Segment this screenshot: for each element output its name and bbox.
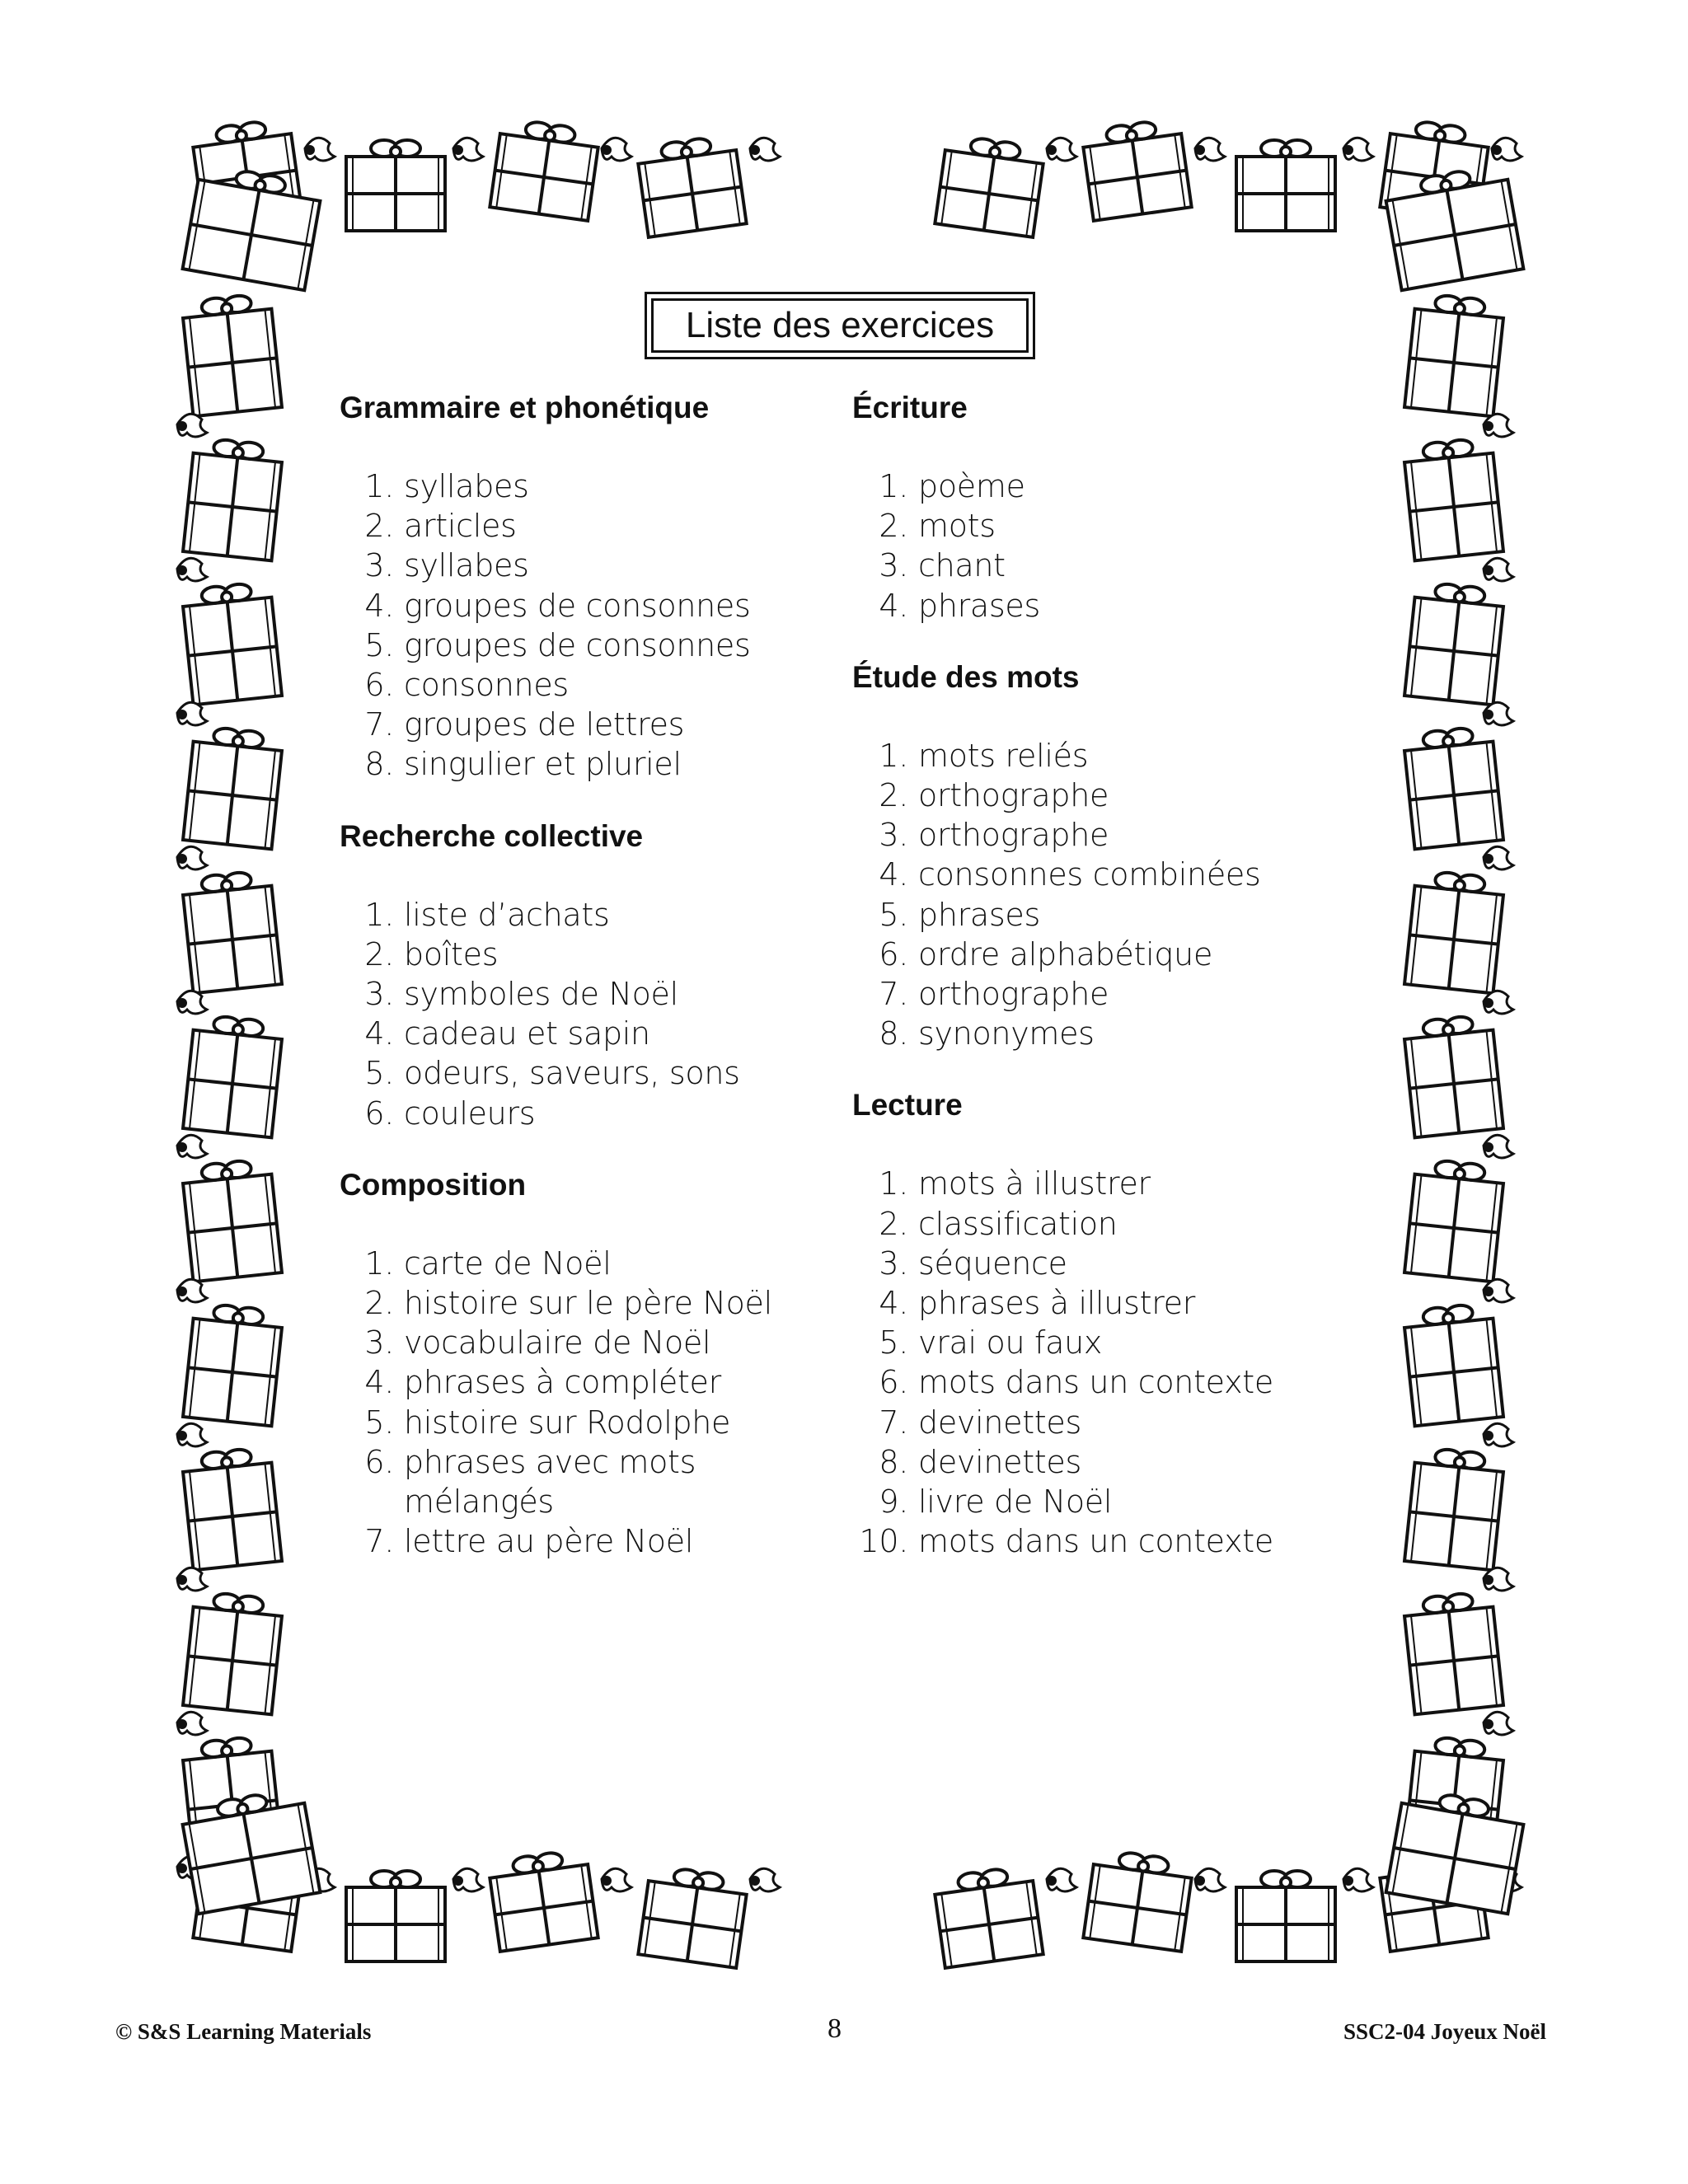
list-item (852, 1323, 1314, 1362)
list-item (852, 1204, 1314, 1244)
item-number: 4. (364, 1015, 394, 1052)
item-number: 2. (879, 508, 908, 545)
exercise-list (852, 1164, 1314, 1561)
list-item (340, 1521, 834, 1561)
item-number: 9. (879, 1483, 908, 1521)
item-number: 7. (879, 1404, 908, 1441)
list-item (340, 705, 834, 744)
item-text: groupes de consonnes (404, 587, 751, 624)
item-number: 2. (879, 777, 908, 814)
item-text: phrases à illustrer (918, 1285, 1196, 1322)
exercise-section (340, 1165, 834, 1562)
item-number: 1. (364, 896, 394, 933)
item-number: 1. (364, 1244, 394, 1282)
item-text: groupes de lettres (404, 706, 685, 743)
list-item (852, 1482, 1314, 1521)
item-number: 4. (879, 587, 908, 624)
exercise-section (340, 816, 834, 1133)
item-text: odeurs, saveurs, sons (404, 1055, 740, 1092)
list-item (852, 895, 1314, 935)
item-text: mots reliés (918, 737, 1089, 774)
exercise-list (340, 895, 834, 1133)
item-text: phrases (918, 896, 1040, 933)
item-text: ordre alphabétique (918, 935, 1213, 972)
list-item (852, 1442, 1314, 1482)
item-text: vrai ou faux (918, 1324, 1103, 1361)
item-text: devinettes (918, 1404, 1081, 1441)
item-number: 7. (879, 976, 908, 1013)
item-number: 3. (879, 817, 908, 854)
item-number: 6. (364, 667, 394, 704)
item-number: 1. (879, 737, 908, 774)
section-heading: Lecture (852, 1088, 963, 1122)
item-text: consonnes combinées (918, 856, 1261, 893)
item-number: 3. (364, 1324, 394, 1361)
item-text: orthographe (918, 976, 1109, 1013)
exercise-section (852, 1085, 1314, 1561)
item-text: articles (404, 508, 517, 545)
item-number: 6. (879, 1364, 908, 1401)
exercise-list (852, 736, 1314, 1054)
list-item (852, 466, 1314, 506)
item-number: 2. (879, 1205, 908, 1242)
list-item (340, 1362, 834, 1402)
item-text: phrases à compléter (404, 1364, 721, 1401)
left-column (340, 387, 834, 1592)
list-item (852, 935, 1314, 974)
list-item (340, 1053, 834, 1093)
item-text: devinettes (918, 1443, 1081, 1480)
exercise-section (340, 387, 834, 785)
item-text: synonymes (918, 1015, 1095, 1052)
section-heading: Composition (340, 1167, 527, 1202)
item-number: 5. (879, 1324, 908, 1361)
item-number: 5. (364, 626, 394, 663)
list-item (852, 1283, 1314, 1323)
list-item (340, 1244, 834, 1283)
item-number: 4. (364, 1364, 394, 1401)
item-number: 1. (879, 1165, 908, 1202)
item-number: 5. (364, 1404, 394, 1441)
item-number: 2. (364, 508, 394, 545)
item-text: cadeau et sapin (404, 1015, 650, 1052)
item-text: histoire sur le père Noël (404, 1285, 772, 1322)
right-column (852, 387, 1314, 1592)
list-item (340, 466, 834, 506)
list-item (340, 1283, 834, 1323)
item-text: chant (918, 547, 1006, 584)
list-item (340, 895, 834, 935)
list-item (340, 626, 834, 665)
item-text: mots dans un contexte (918, 1364, 1273, 1401)
item-number: 3. (879, 547, 908, 584)
list-item (852, 974, 1314, 1014)
item-number: 2. (364, 1285, 394, 1322)
list-item (340, 744, 834, 784)
item-text: orthographe (918, 817, 1109, 854)
item-number: 2. (364, 935, 394, 972)
item-text: classification (918, 1205, 1118, 1242)
list-item (340, 935, 834, 974)
item-number: 6. (364, 1094, 394, 1132)
item-number: 10. (859, 1523, 908, 1560)
page-title: Liste des exercices (651, 298, 1029, 353)
list-item (340, 1442, 834, 1521)
list-item (852, 1164, 1314, 1203)
section-heading: Recherche collective (340, 818, 644, 853)
list-item (852, 1244, 1314, 1283)
exercise-list (852, 466, 1314, 626)
item-text: symboles de Noël (404, 976, 678, 1013)
list-item (852, 855, 1314, 894)
item-text: vocabulaire de Noël (404, 1324, 711, 1361)
item-text: consonnes (404, 667, 569, 704)
item-number: 4. (364, 587, 394, 624)
item-text: couleurs (404, 1094, 536, 1132)
item-text: livre de Noël (918, 1483, 1113, 1521)
list-item (852, 736, 1314, 776)
section-heading: Écriture (852, 391, 968, 424)
item-text: phrases avec mots mélangés (404, 1443, 696, 1521)
item-number: 8. (879, 1015, 908, 1052)
list-item (852, 1521, 1314, 1561)
list-item (340, 1094, 834, 1133)
item-number: 8. (364, 746, 394, 783)
list-item (852, 776, 1314, 815)
exercise-section (852, 657, 1314, 1054)
item-text: phrases (918, 587, 1040, 624)
item-text: orthographe (918, 777, 1109, 814)
item-text: séquence (918, 1244, 1067, 1282)
list-item (340, 1014, 834, 1053)
item-text: singulier et pluriel (404, 746, 682, 783)
item-text: mots à illustrer (918, 1165, 1151, 1202)
item-text: poème (918, 468, 1025, 504)
list-item (340, 586, 834, 626)
item-text: liste d’achats (404, 896, 610, 933)
list-item (852, 1014, 1314, 1053)
item-text: carte de Noël (404, 1244, 612, 1282)
list-item (852, 586, 1314, 626)
item-text: syllabes (404, 468, 529, 504)
item-number: 8. (879, 1443, 908, 1480)
list-item (340, 546, 834, 585)
item-number: 6. (364, 1443, 394, 1480)
list-item (340, 665, 834, 705)
exercise-section (852, 387, 1314, 626)
item-number: 3. (364, 976, 394, 1013)
item-text: mots (918, 508, 996, 545)
list-item (852, 815, 1314, 855)
item-text: boîtes (404, 935, 499, 972)
section-heading: Grammaire et phonétique (340, 391, 710, 424)
product-code: SSC2-04 Joyeux Noël (1343, 2019, 1546, 2044)
item-text: mots dans un contexte (918, 1523, 1273, 1560)
list-item (852, 1362, 1314, 1402)
copyright-text: © S&S Learning Materials (115, 2019, 372, 2044)
list-item (340, 506, 834, 546)
item-number: 4. (879, 856, 908, 893)
item-text: lettre au père Noël (404, 1523, 694, 1560)
page-number: 8 (828, 2013, 842, 2044)
item-number: 7. (364, 1523, 394, 1560)
section-heading: Étude des mots (852, 659, 1080, 694)
list-item (340, 1323, 834, 1362)
item-number: 1. (364, 468, 394, 504)
item-number: 1. (879, 468, 908, 504)
item-text: histoire sur Rodolphe (404, 1404, 731, 1441)
item-text: groupes de consonnes (404, 626, 751, 663)
item-number: 5. (879, 896, 908, 933)
exercise-list (340, 1244, 834, 1562)
item-number: 3. (364, 547, 394, 584)
list-item (852, 546, 1314, 585)
list-item (852, 1403, 1314, 1442)
item-text: syllabes (404, 547, 529, 584)
item-number: 5. (364, 1055, 394, 1092)
item-number: 4. (879, 1285, 908, 1322)
list-item (340, 974, 834, 1014)
item-number: 3. (879, 1244, 908, 1282)
item-number: 7. (364, 706, 394, 743)
list-item (852, 506, 1314, 546)
item-number: 6. (879, 935, 908, 972)
exercise-list (340, 466, 834, 785)
list-item (340, 1403, 834, 1442)
